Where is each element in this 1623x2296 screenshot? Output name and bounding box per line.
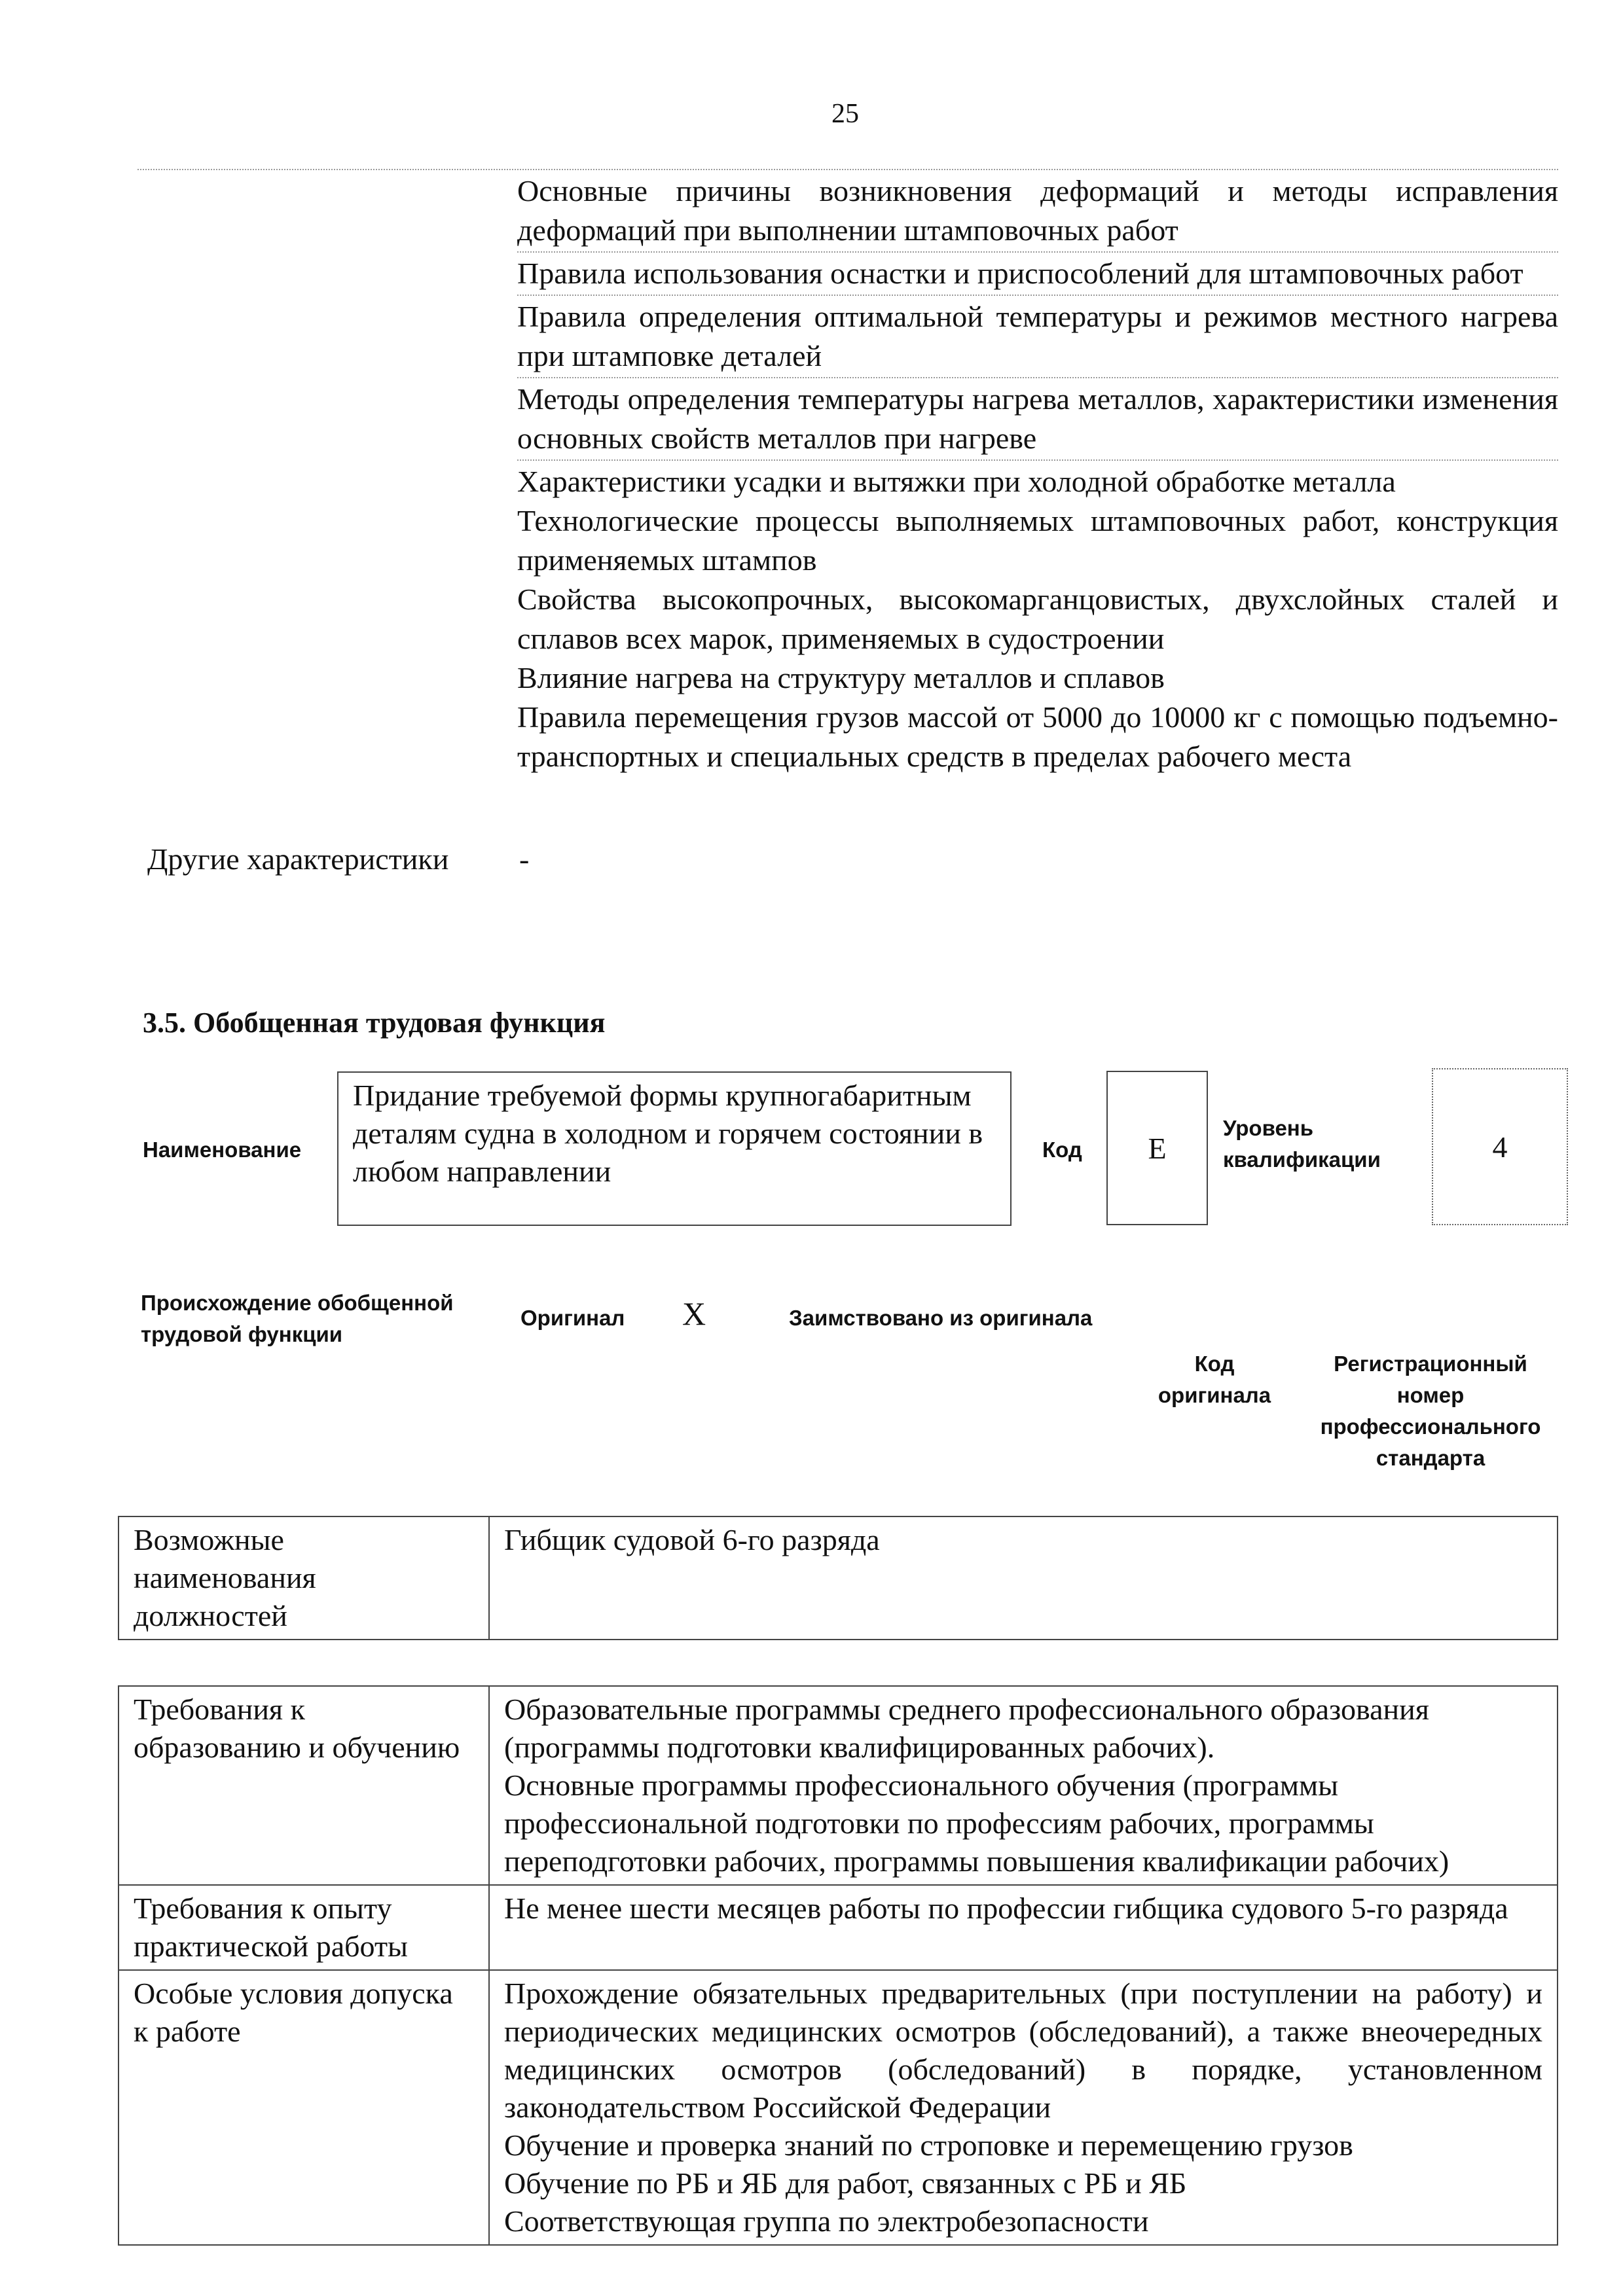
origin-original-label: Оригинал [520,1306,625,1330]
original-code-caption: Код оригинала [1158,1352,1271,1407]
requirement-value [489,1970,1558,2245]
requirement-line: Обучение по РБ и ЯБ для работ, связанных с РБ и ЯБ [504,2166,1187,2200]
reg-number-caption: Регистрационный номер профессионального стандарта [1320,1352,1541,1470]
name-label: Наименование [143,1138,302,1162]
table-row [119,1885,1558,1970]
table-row [119,1686,1558,1885]
section-heading: 3.5. Обобщенная трудовая функция [143,1007,606,1039]
positions-label: Возможные наименования должностей [119,1516,489,1640]
requirement-label: Требования к опыту практической работы [119,1885,489,1970]
top-divider [137,169,1558,170]
other-characteristics-label: Другие характеристики [147,842,449,876]
knowledge-item: Правила перемещения грузов массой от 5000 до 10000 кг с помощью подъемно-транспортных и специальных средств в пределах рабочего места [517,700,1558,773]
origin-borrowed-label: Заимствовано из оригинала [789,1306,1093,1330]
requirement-line: Соответствующая группа по электробезопасности [504,2204,1149,2238]
function-name-box: Придание требуемой формы крупногабаритным деталям судна в холодном и горячем состоянии в любом направлении [337,1071,1012,1226]
other-characteristics-value: - [519,842,530,876]
knowledge-list [517,171,1558,776]
table-row [119,1516,1558,1640]
requirements-table [118,1685,1558,2246]
knowledge-item: Технологические процессы выполняемых штамповочных работ, конструкция применяемых штампов [517,504,1558,577]
knowledge-item: Характеристики усадки и вытяжки при холодной обработке металла [517,465,1396,498]
knowledge-item: Влияние нагрева на структуру металлов и сплавов [517,661,1165,694]
requirement-line: Образовательные программы среднего профессионального образования (программы подготовки квалифицированных рабочих). [504,1693,1429,1764]
origin-original-mark: X [682,1295,706,1332]
code-value-box: E [1106,1071,1208,1225]
knowledge-item: Методы определения температуры нагрева металлов, характеристики изменения основных свойств металлов при нагреве [517,378,1558,461]
table-row [119,1970,1558,2245]
knowledge-item: Основные причины возникновения деформаций и методы исправления деформаций при выполнении штамповочных работ [517,171,1558,253]
requirement-line: Прохождение обязательных предварительных (при поступлении на работу) и периодических медицинских осмотров (обследований), а также внеочередных медицинских осмотров (обследований) в порядке, установленном законодательством Российской Федерации [504,1977,1542,2124]
code-label: Код [1042,1138,1082,1162]
knowledge-item: Правила определения оптимальной температуры и режимов местного нагрева при штамповке деталей [517,296,1558,378]
positions-table [118,1516,1558,1640]
qualification-level-box: 4 [1432,1068,1568,1225]
knowledge-item: Правила использования оснастки и приспособлений для штамповочных работ [517,253,1558,296]
knowledge-item: Свойства высокопрочных, высокомарганцовистых, двухслойных сталей и сплавов всех марок, применяемых в судостроении [517,583,1558,655]
requirement-value [489,1686,1558,1885]
requirement-label: Требования к образованию и обучению [119,1686,489,1885]
page-number: 25 [831,99,859,129]
positions-value: Гибщик судовой 6-го разряда [489,1516,1558,1640]
requirement-line: Основные программы профессионального обучения (программы профессиональной подготовки по профессиям рабочих, программы переподготовки рабочих, программы повышения квалификации рабочих) [504,1768,1450,1878]
requirement-line: Обучение и проверка знаний по строповке и перемещению грузов [504,2128,1353,2162]
requirement-value [489,1885,1558,1970]
requirement-label: Особые условия допуска к работе [119,1970,489,2245]
requirement-line: Не менее шести месяцев работы по профессии гибщика судового 5-го разряда [504,1892,1508,1925]
origin-label: Происхождение обобщенной трудовой функции [141,1291,454,1346]
qualification-level-label: Уровень квалификации [1223,1116,1381,1172]
